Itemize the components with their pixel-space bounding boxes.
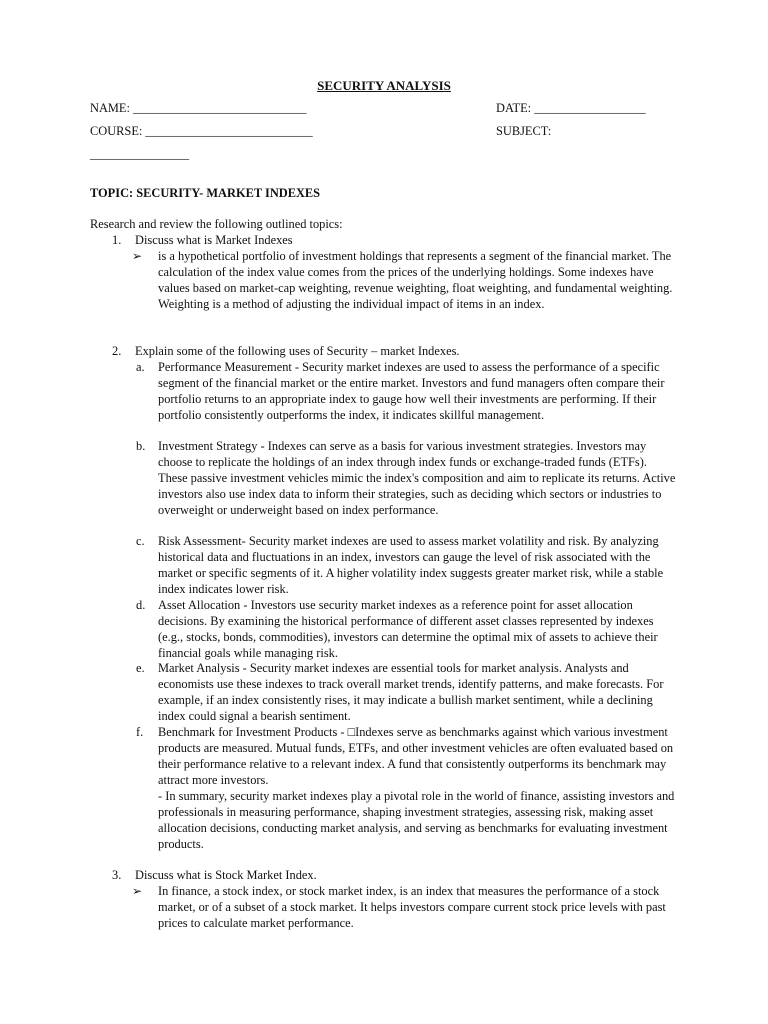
q3-text: Discuss what is Stock Market Index. (135, 868, 317, 882)
arrow-bullet-icon: ➢ (132, 249, 143, 263)
q3-answer: In finance, a stock index, or stock market index, is an index that measures the performance of a stock market, or of a subset of a stock market. It helps investors compare current stock price levels with past prices to calculate market performance. (158, 884, 666, 930)
q2-item-c-letter: c. (136, 534, 145, 548)
q2-item-a-text: Performance Measurement - Security market indexes are used to assess the performance of a specific segment of the financial market or the entire market. Investors and fund managers often compare their portfolio returns to an appropriate index to gauge how well their investments are performing. If their portfolio consistently outperforms the index, it indicates skillful management. (158, 360, 665, 422)
q2-item-f-letter: f. (136, 725, 144, 739)
q2-text: Explain some of the following uses of Security – market Indexes. (135, 344, 460, 358)
q2-summary: - In summary, security market indexes play a pivotal role in the world of finance, assisting investors and professionals in measuring performance, shaping investment strategies, assessing risk, making asset allocation decisions, conducting market analysis, and serving as benchmarks for evaluating investment products. (158, 789, 675, 851)
q3-number: 3. (112, 868, 122, 882)
q1-number: 1. (112, 233, 122, 247)
q2-item-b-text: Investment Strategy - Indexes can serve as a basis for various investment strategies. Investors may choose to replicate the holdings of an index through index funds or exchange-traded funds (ETFs). These passive investment vehicles mimic the index's composition and aim to replicate its returns. Active investors also use index data to inform their strategies, such as deciding which sectors or industries to overweight or underweight based on index performance. (158, 439, 676, 517)
arrow-bullet-icon: ➢ (132, 884, 143, 898)
page-title: SECURITY ANALYSIS (317, 78, 451, 93)
q1-answer: is a hypothetical portfolio of investment holdings that represents a segment of the financial market. The calculation of the index value comes from the prices of the underlying holdings. Some indexes have values based on market-cap weighting, revenue weighting, float weighting, and fundamental weighting. Weighting is a method of adjusting the individual impact of items in an index. (158, 249, 673, 311)
q2-item-d-letter: d. (136, 598, 146, 612)
q2-item-e-text: Market Analysis - Security market indexes are essential tools for market analysis. Analysts and economists use these indexes to track overall market trends, identify patterns, and make forecasts. For example, if an index consistently rises, it may indicate a bullish market sentiment, while a declining index could signal a bearish sentiment. (158, 661, 664, 723)
q2-item-c-text: Risk Assessment- Security market indexes are used to assess market volatility and risk. By analyzing historical data and fluctuations in an index, investors can gauge the level of risk associated with the market or specific segments of it. A higher volatility index suggests greater market risk, while a stable index indicates lower risk. (158, 534, 664, 596)
q2-item-b-letter: b. (136, 439, 146, 453)
subject-field-label: SUBJECT: (496, 124, 552, 138)
topic-heading: TOPIC: SECURITY- MARKET INDEXES (90, 186, 321, 200)
date-field-line: DATE: __________________ (496, 101, 646, 115)
q2-item-d-text: Asset Allocation - Investors use security market indexes as a reference point for asset allocation decisions. By examining the historical performance of different asset classes represented by indexes (e.g., stocks, bonds, commodities), investors can determine the optimal mix of assets to achieve their financial goals while managing risk. (158, 598, 658, 660)
q2-item-a-letter: a. (136, 360, 145, 374)
q2-item-e-letter: e. (136, 661, 145, 675)
q2-number: 2. (112, 344, 122, 358)
course-field-line: COURSE: ___________________________ (90, 124, 313, 138)
subject-field-line: ________________ (90, 147, 190, 161)
name-field-line: NAME: ____________________________ (90, 101, 307, 115)
intro-text: Research and review the following outlined topics: (90, 217, 343, 231)
q1-text: Discuss what is Market Indexes (135, 233, 293, 247)
q2-item-f-text: Benchmark for Investment Products - □Indexes serve as benchmarks against which various investment products are measured. Mutual funds, ETFs, and other investment vehicles are often evaluated based on their performance relative to a relevant index. A fund that consistently outperforms its benchmark may attract more investors. (158, 725, 674, 787)
